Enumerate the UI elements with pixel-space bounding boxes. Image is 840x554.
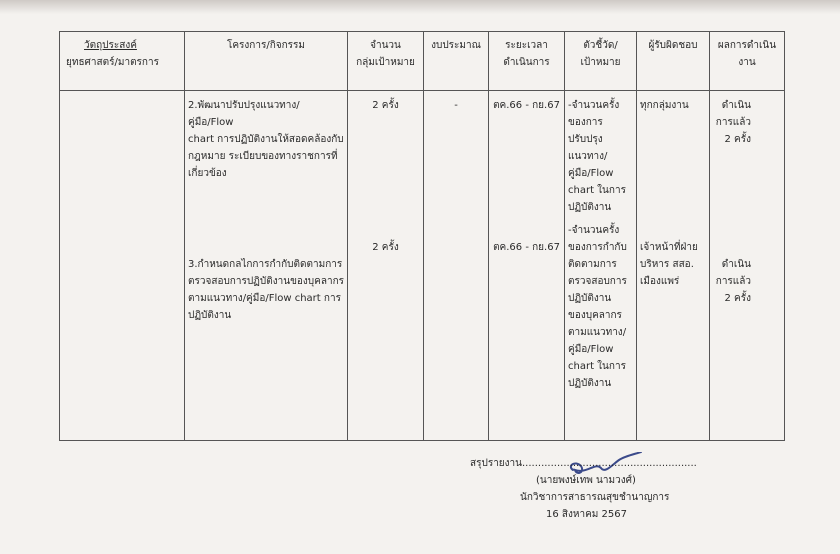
- row2-responsible: เจ้าหน้าที่ฝ่าย บริหาร สสอ. เมืองแพร่: [640, 242, 698, 287]
- report-table: [59, 31, 785, 441]
- row1-project: 2.พัฒนาปรับปรุงแนวทาง/คู่มือ/Flow chart การปฏิบัติงานให้สอดคล้องกับ กฎหมาย ระเบียบของทางราชการที่ เกี่ยวข้อง: [188, 100, 344, 179]
- row2-result: ดำเนินการแล้ว 2 ครั้ง: [715, 259, 751, 304]
- row2-project: 3.กำหนดกลไกการกำกับติดตามการ ตรวจสอบการปฏิบัติงานของบุคลากร ตามแนวทาง/คู่มือ/Flow chart การ ปฏิบัติงาน: [188, 259, 345, 321]
- header-budget: งบประมาณ: [424, 32, 489, 91]
- report-label: สรุปรายงาน.......................................................: [470, 458, 697, 469]
- cell-budget: [424, 91, 489, 441]
- row2-period: ตค.66 - กย.67: [493, 242, 560, 253]
- row1-period: ตค.66 - กย.67: [493, 100, 560, 111]
- row2-count: 2 ครั้ง: [372, 242, 399, 253]
- signature-date: 16 สิงหาคม 2567: [546, 509, 628, 520]
- row1-count: 2 ครั้ง: [372, 100, 399, 111]
- signer-position: นักวิชาการสาธารณสุขชำนาญการ: [520, 492, 670, 503]
- cell-responsible: [637, 91, 710, 441]
- header-objective: [60, 32, 185, 91]
- cell-result: [710, 91, 785, 441]
- table-header-row: [60, 32, 785, 91]
- cell-indicator: [565, 91, 637, 441]
- header-indicator: ตัวชี้วัด/ เป้าหมาย: [565, 32, 637, 91]
- table-row: [60, 91, 785, 441]
- header-period: ระยะเวลา ดำเนินการ: [489, 32, 565, 91]
- cell-count: [348, 91, 424, 441]
- cell-project: [185, 91, 348, 441]
- row1-indicator: -จำนวนครั้ง ของการ ปรับปรุง แนวทาง/ คู่มือ/Flow chart ในการ ปฏิบัติงาน: [568, 100, 626, 213]
- header-objective-line1: วัตถุประสงค์: [84, 40, 137, 51]
- header-responsible: ผู้รับผิดชอบ: [637, 32, 710, 91]
- cell-objective: [60, 91, 185, 441]
- scan-edge-shadow: [0, 0, 840, 14]
- row1-responsible: ทุกกลุ่มงาน: [640, 100, 689, 111]
- row1-result: ดำเนินการแล้ว 2 ครั้ง: [715, 100, 751, 145]
- cell-period: [489, 91, 565, 441]
- header-result: ผลการดำเนินงาน: [710, 32, 785, 91]
- header-count: จำนวน กลุ่มเป้าหมาย: [348, 32, 424, 91]
- row2-indicator: -จำนวนครั้ง ของการกำกับ ติดตามการ ตรวจสอบการ ปฏิบัติงาน ของบุคลากร ตามแนวทาง/ คู่มือ/Flow chart ในการ ปฏิบัติงาน: [568, 225, 627, 389]
- signer-name: (นายพงษ์เทพ นามวงศ์): [536, 475, 636, 486]
- row1-budget: -: [454, 100, 458, 111]
- header-objective-line2: ยุทธศาสตร์/มาตรการ: [66, 57, 159, 68]
- header-project: โครงการ/กิจกรรม: [185, 32, 348, 91]
- signature-block: [470, 455, 710, 523]
